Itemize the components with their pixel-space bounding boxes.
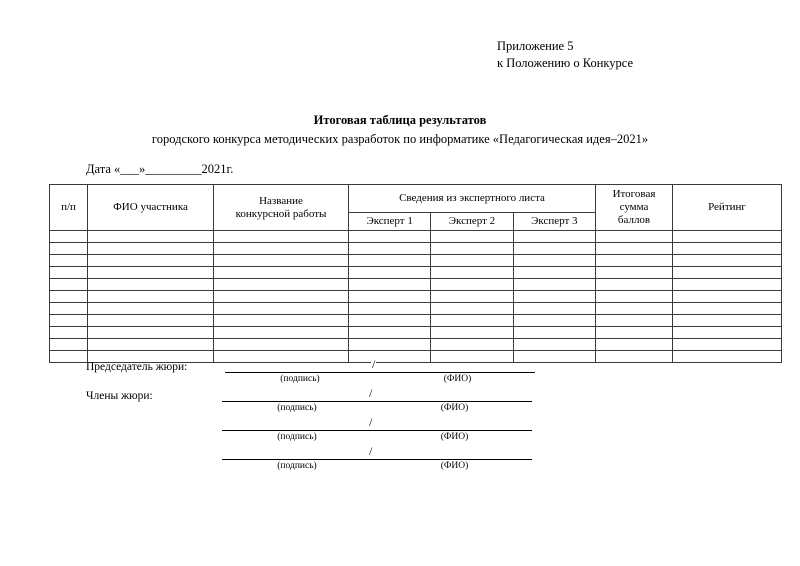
- header-total-line-2: сумма: [619, 201, 649, 213]
- appendix-line-1: Приложение 5: [497, 39, 574, 53]
- cell-total[interactable]: [596, 303, 673, 315]
- header-expert-group: Сведения из экспертного листа: [349, 185, 596, 213]
- cell-expert2[interactable]: [431, 267, 513, 279]
- cell-num[interactable]: [50, 231, 88, 243]
- chair-label: Председатель жюри:: [86, 361, 188, 373]
- cell-work[interactable]: [214, 327, 349, 339]
- caption-signature: (подпись): [277, 432, 317, 442]
- signature-separator: /: [369, 444, 373, 458]
- signature-row: [86, 415, 786, 447]
- signature-rule[interactable]: [222, 444, 532, 460]
- cell-expert1[interactable]: [349, 291, 431, 303]
- cell-expert1[interactable]: [349, 255, 431, 267]
- cell-expert1[interactable]: [349, 339, 431, 351]
- cell-expert2[interactable]: [431, 255, 513, 267]
- table-row[interactable]: [50, 279, 782, 291]
- signature-separator: /: [369, 386, 373, 400]
- cell-rating[interactable]: [673, 327, 782, 339]
- header-rating: Рейтинг: [673, 185, 782, 231]
- cell-work[interactable]: [214, 267, 349, 279]
- caption-fullname: (ФИО): [440, 432, 469, 442]
- cell-participant[interactable]: [88, 291, 214, 303]
- cell-total[interactable]: [596, 267, 673, 279]
- caption-fullname: (ФИО): [443, 374, 472, 384]
- cell-total[interactable]: [596, 231, 673, 243]
- cell-rating[interactable]: [673, 339, 782, 351]
- cell-expert3[interactable]: [513, 231, 595, 243]
- signature-lines: [222, 444, 532, 473]
- caption-signature: (подпись): [280, 374, 320, 384]
- signature-row: [86, 444, 786, 476]
- caption-signature: (подпись): [277, 461, 317, 471]
- cell-expert2[interactable]: [431, 243, 513, 255]
- header-expert-1: Эксперт 1: [349, 213, 431, 231]
- cell-total[interactable]: [596, 255, 673, 267]
- header-work: [214, 185, 349, 231]
- cell-rating[interactable]: [673, 291, 782, 303]
- cell-work[interactable]: [214, 243, 349, 255]
- caption-fullname: (ФИО): [440, 461, 469, 471]
- cell-work[interactable]: [214, 291, 349, 303]
- table-row[interactable]: [50, 339, 782, 351]
- cell-participant[interactable]: [88, 315, 214, 327]
- header-total-line-1: Итоговая: [612, 188, 656, 200]
- table-row[interactable]: [50, 255, 782, 267]
- cell-expert2[interactable]: [431, 327, 513, 339]
- header-work-line-2: конкурсной работы: [235, 207, 327, 220]
- cell-num[interactable]: [50, 267, 88, 279]
- cell-expert3[interactable]: [513, 243, 595, 255]
- cell-participant[interactable]: [88, 303, 214, 315]
- cell-rating[interactable]: [673, 243, 782, 255]
- cell-work[interactable]: [214, 231, 349, 243]
- cell-expert1[interactable]: [349, 327, 431, 339]
- cell-expert3[interactable]: [513, 267, 595, 279]
- cell-participant[interactable]: [88, 255, 214, 267]
- table-header: [50, 185, 782, 231]
- cell-work[interactable]: [214, 339, 349, 351]
- cell-work[interactable]: [214, 303, 349, 315]
- cell-participant[interactable]: [88, 231, 214, 243]
- cell-expert3[interactable]: [513, 279, 595, 291]
- cell-work[interactable]: [214, 279, 349, 291]
- cell-expert1[interactable]: [349, 231, 431, 243]
- header-participant: ФИО участника: [88, 185, 214, 231]
- cell-participant[interactable]: [88, 327, 214, 339]
- cell-total[interactable]: [596, 327, 673, 339]
- cell-expert1[interactable]: [349, 243, 431, 255]
- cell-expert2[interactable]: [431, 291, 513, 303]
- table-row[interactable]: [50, 303, 782, 315]
- cell-work[interactable]: [214, 255, 349, 267]
- table-row[interactable]: [50, 243, 782, 255]
- signature-rule[interactable]: [222, 415, 532, 431]
- cell-total[interactable]: [596, 339, 673, 351]
- table-header-row-main: [50, 185, 782, 213]
- cell-expert2[interactable]: [431, 231, 513, 243]
- date-field: Дата «___»_________2021г.: [86, 162, 234, 176]
- header-total-line-3: баллов: [617, 214, 651, 226]
- header-expert-3: Эксперт 3: [513, 213, 595, 231]
- cell-expert1[interactable]: [349, 279, 431, 291]
- cell-rating[interactable]: [673, 315, 782, 327]
- cell-expert1[interactable]: [349, 303, 431, 315]
- table-body: [50, 231, 782, 363]
- cell-participant[interactable]: [88, 279, 214, 291]
- signature-lines: [222, 415, 532, 444]
- cell-num[interactable]: [50, 315, 88, 327]
- table-row[interactable]: [50, 267, 782, 279]
- cell-rating[interactable]: [673, 303, 782, 315]
- results-table: [49, 184, 782, 363]
- signature-captions: [222, 402, 532, 415]
- cell-participant[interactable]: [88, 243, 214, 255]
- cell-expert3[interactable]: [513, 339, 595, 351]
- cell-expert2[interactable]: [431, 303, 513, 315]
- header-num: п/п: [50, 185, 88, 231]
- signature-row: [86, 386, 786, 418]
- table-row[interactable]: [50, 315, 782, 327]
- header-total: [596, 185, 673, 231]
- cell-expert1[interactable]: [349, 315, 431, 327]
- caption-fullname: (ФИО): [440, 403, 469, 413]
- signature-captions: [225, 373, 535, 386]
- cell-num[interactable]: [50, 303, 88, 315]
- appendix-reference: [497, 38, 633, 72]
- cell-rating[interactable]: [673, 267, 782, 279]
- cell-total[interactable]: [596, 243, 673, 255]
- signature-separator: /: [372, 357, 376, 371]
- cell-rating[interactable]: [673, 255, 782, 267]
- cell-total[interactable]: [596, 315, 673, 327]
- cell-expert1[interactable]: [349, 267, 431, 279]
- cell-rating[interactable]: [673, 231, 782, 243]
- cell-participant[interactable]: [88, 339, 214, 351]
- page-subtitle: городского конкурса методических разработок по информатике «Педагогическая идея–2021»: [151, 132, 649, 146]
- signature-captions: [222, 460, 532, 473]
- table-row[interactable]: [50, 231, 782, 243]
- signature-separator: /: [369, 415, 373, 429]
- cell-num[interactable]: [50, 339, 88, 351]
- cell-expert3[interactable]: [513, 255, 595, 267]
- cell-expert3[interactable]: [513, 315, 595, 327]
- signature-captions: [222, 431, 532, 444]
- cell-expert3[interactable]: [513, 303, 595, 315]
- cell-expert2[interactable]: [431, 279, 513, 291]
- cell-rating[interactable]: [673, 279, 782, 291]
- cell-num[interactable]: [50, 243, 88, 255]
- signature-lines: [225, 357, 535, 386]
- appendix-line-2: к Положению о Конкурсе: [497, 56, 634, 70]
- cell-total[interactable]: [596, 291, 673, 303]
- page-title: Итоговая таблица результатов: [313, 113, 487, 127]
- cell-expert2[interactable]: [431, 339, 513, 351]
- signature-rule[interactable]: [225, 357, 535, 373]
- cell-num[interactable]: [50, 351, 88, 363]
- table-row[interactable]: [50, 291, 782, 303]
- table-row[interactable]: [50, 327, 782, 339]
- cell-participant[interactable]: [88, 267, 214, 279]
- caption-signature: (подпись): [277, 403, 317, 413]
- cell-total[interactable]: [596, 279, 673, 291]
- cell-num[interactable]: [50, 279, 88, 291]
- signature-row: [86, 357, 786, 389]
- cell-expert3[interactable]: [513, 291, 595, 303]
- cell-num[interactable]: [50, 255, 88, 267]
- signature-lines: [222, 386, 532, 415]
- signature-rule[interactable]: [222, 386, 532, 402]
- cell-num[interactable]: [50, 327, 88, 339]
- cell-work[interactable]: [214, 315, 349, 327]
- cell-num[interactable]: [50, 291, 88, 303]
- cell-expert2[interactable]: [431, 315, 513, 327]
- members-label: Члены жюри:: [86, 390, 153, 402]
- signature-block: [86, 357, 786, 476]
- header-expert-2: Эксперт 2: [431, 213, 513, 231]
- header-work-line-1: Название: [259, 194, 303, 207]
- cell-expert3[interactable]: [513, 327, 595, 339]
